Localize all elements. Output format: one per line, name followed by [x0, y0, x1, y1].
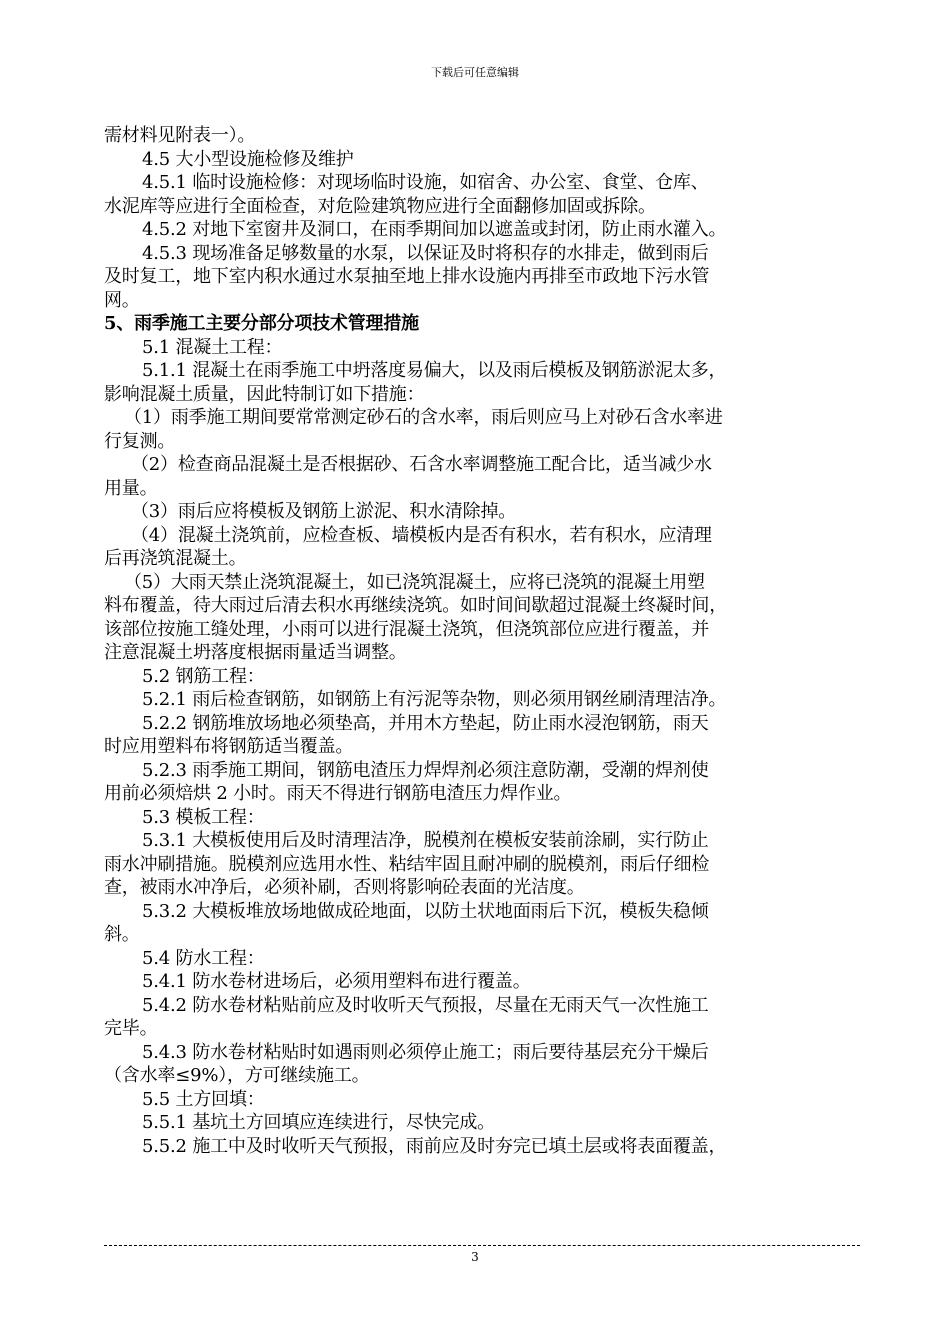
page-header: 下载后可任意编辑	[431, 66, 519, 79]
list-item: （5）大雨天禁止浇筑混凝土，如已浇筑混凝土，应将已浇筑的混凝土用塑	[124, 571, 705, 593]
text-line: （含水率≤9%），方可继续施工。	[104, 1065, 370, 1086]
text-line: 网。	[104, 289, 140, 311]
text-line: 5.2.1 雨后检查钢筋，如钢筋上有污泥等杂物，则必须用钢丝刷清理洁净。	[142, 689, 727, 710]
text-line: 4.5.2 对地下室窗井及洞口，在雨季期间加以遮盖或封闭，防止雨水灌入。	[142, 219, 727, 240]
text-line: 5.4.3 防水卷材粘贴时如遇雨则必须停止施工；雨后要待基层充分干燥后	[142, 1041, 709, 1063]
footer-divider	[104, 1245, 860, 1246]
section-heading: 5.3 模板工程：	[142, 806, 265, 828]
list-item: （4）混凝土浇筑前，应检查板、墙模板内是否有积水，若有积水，应清理	[131, 524, 712, 546]
list-item: （1）雨季施工期间要常常测定砂石的含水率，雨后则应马上对砂石含水率进	[124, 407, 723, 428]
text-line: 查，被雨水冲净后，必须补刷，否则将影响砼表面的光洁度。	[104, 877, 585, 898]
text-line: 5.5.2 施工中及时收听天气预报，雨前应及时夯完已填土层或将表面覆盖，	[142, 1135, 727, 1157]
section-heading: 5.4 防水工程：	[142, 947, 265, 969]
page-number: 3	[471, 1250, 479, 1264]
text-line: 用量。	[104, 477, 158, 499]
text-line: 5.3.1 大模板使用后及时清理洁净，脱模剂在模板安装前涂刷，实行防止	[142, 830, 709, 851]
text-line: 注意混凝土坍落度根据雨量适当调整。	[104, 642, 407, 663]
text-line: 及时复工，地下室内积水通过水泵抽至地上排水设施内再排至市政地下污水管	[104, 266, 710, 287]
section-heading: 5.2 钢筋工程：	[142, 665, 265, 687]
text-line: 5.3.2 大模板堆放场地做成砼地面，以防土状地面雨后下沉，模板失稳倾	[142, 900, 709, 922]
text-line: 5.2.3 雨季施工期间，钢筋电渣压力焊焊剂必须注意防潮，受潮的焊剂使	[142, 759, 709, 781]
text-line: 水泥库等应进行全面检查，对危险建筑物应进行全面翻修加固或拆除。	[104, 195, 656, 217]
text-line: 雨水冲刷措施。脱模剂应选用水性、粘结牢固且耐冲刷的脱模剂，雨后仔细检	[104, 853, 710, 875]
text-line: 后再浇筑混凝土。	[104, 548, 247, 569]
list-item: （3）雨后应将模板及钢筋上淤泥、积水清除掉。	[131, 501, 517, 522]
text-line: 该部位按施工缝处理，小雨可以进行混凝土浇筑，但浇筑部位应进行覆盖，并	[104, 618, 710, 640]
text-line: 完毕。	[104, 1018, 158, 1039]
text-line: 影响混凝土质量，因此特制订如下措施：	[104, 383, 425, 405]
text-line: 5.4.2 防水卷材粘贴前应及时收听天气预报，尽量在无雨天气一次性施工	[142, 994, 709, 1016]
text-line: 料布覆盖，待大雨过后清去积水再继续浇筑。如时间间歇超过混凝土终凝时间，	[104, 595, 727, 616]
text-line: 4.5.3 现场准备足够数量的水泵，以保证及时将积存的水排走，做到雨后	[142, 242, 709, 264]
document-body	[104, 124, 864, 1158]
text-line: 5.1.1 混凝土在雨季施工中坍落度易偏大，以及雨后模板及钢筋淤泥太多，	[142, 360, 727, 381]
chapter-heading: 5、雨季施工主要分部分项技术管理措施	[104, 313, 419, 334]
text-line: 5.4.1 防水卷材进场后，必须用塑料布进行覆盖。	[142, 971, 531, 992]
section-heading: 5.5 土方回填：	[142, 1088, 265, 1110]
text-line: 5.5.1 基坑土方回填应连续进行，尽快完成。	[142, 1112, 495, 1133]
text-line: 5.2.2 钢筋堆放场地必须垫高，并用木方垫起，防止雨水浸泡钢筋，雨天	[142, 712, 709, 734]
text-line: 用前必须焙烘 2 小时。雨天不得进行钢筋电渣压力焊作业。	[104, 783, 572, 804]
text-line: 4.5.1 临时设施检修：对现场临时设施，如宿舍、办公室、食堂、仓库、	[142, 172, 709, 193]
text-line: 需材料见附表一）。	[104, 125, 256, 146]
section-heading: 4.5 大小型设施检修及维护	[142, 148, 354, 170]
section-heading: 5.1 混凝土工程：	[142, 336, 283, 358]
text-line: 斜。	[104, 924, 140, 945]
text-line: 时应用塑料布将钢筋适当覆盖。	[104, 736, 354, 757]
list-item: （2）检查商品混凝土是否根据砂、石含水率调整施工配合比，适当减少水	[131, 454, 712, 475]
text-line: 行复测。	[104, 430, 176, 452]
